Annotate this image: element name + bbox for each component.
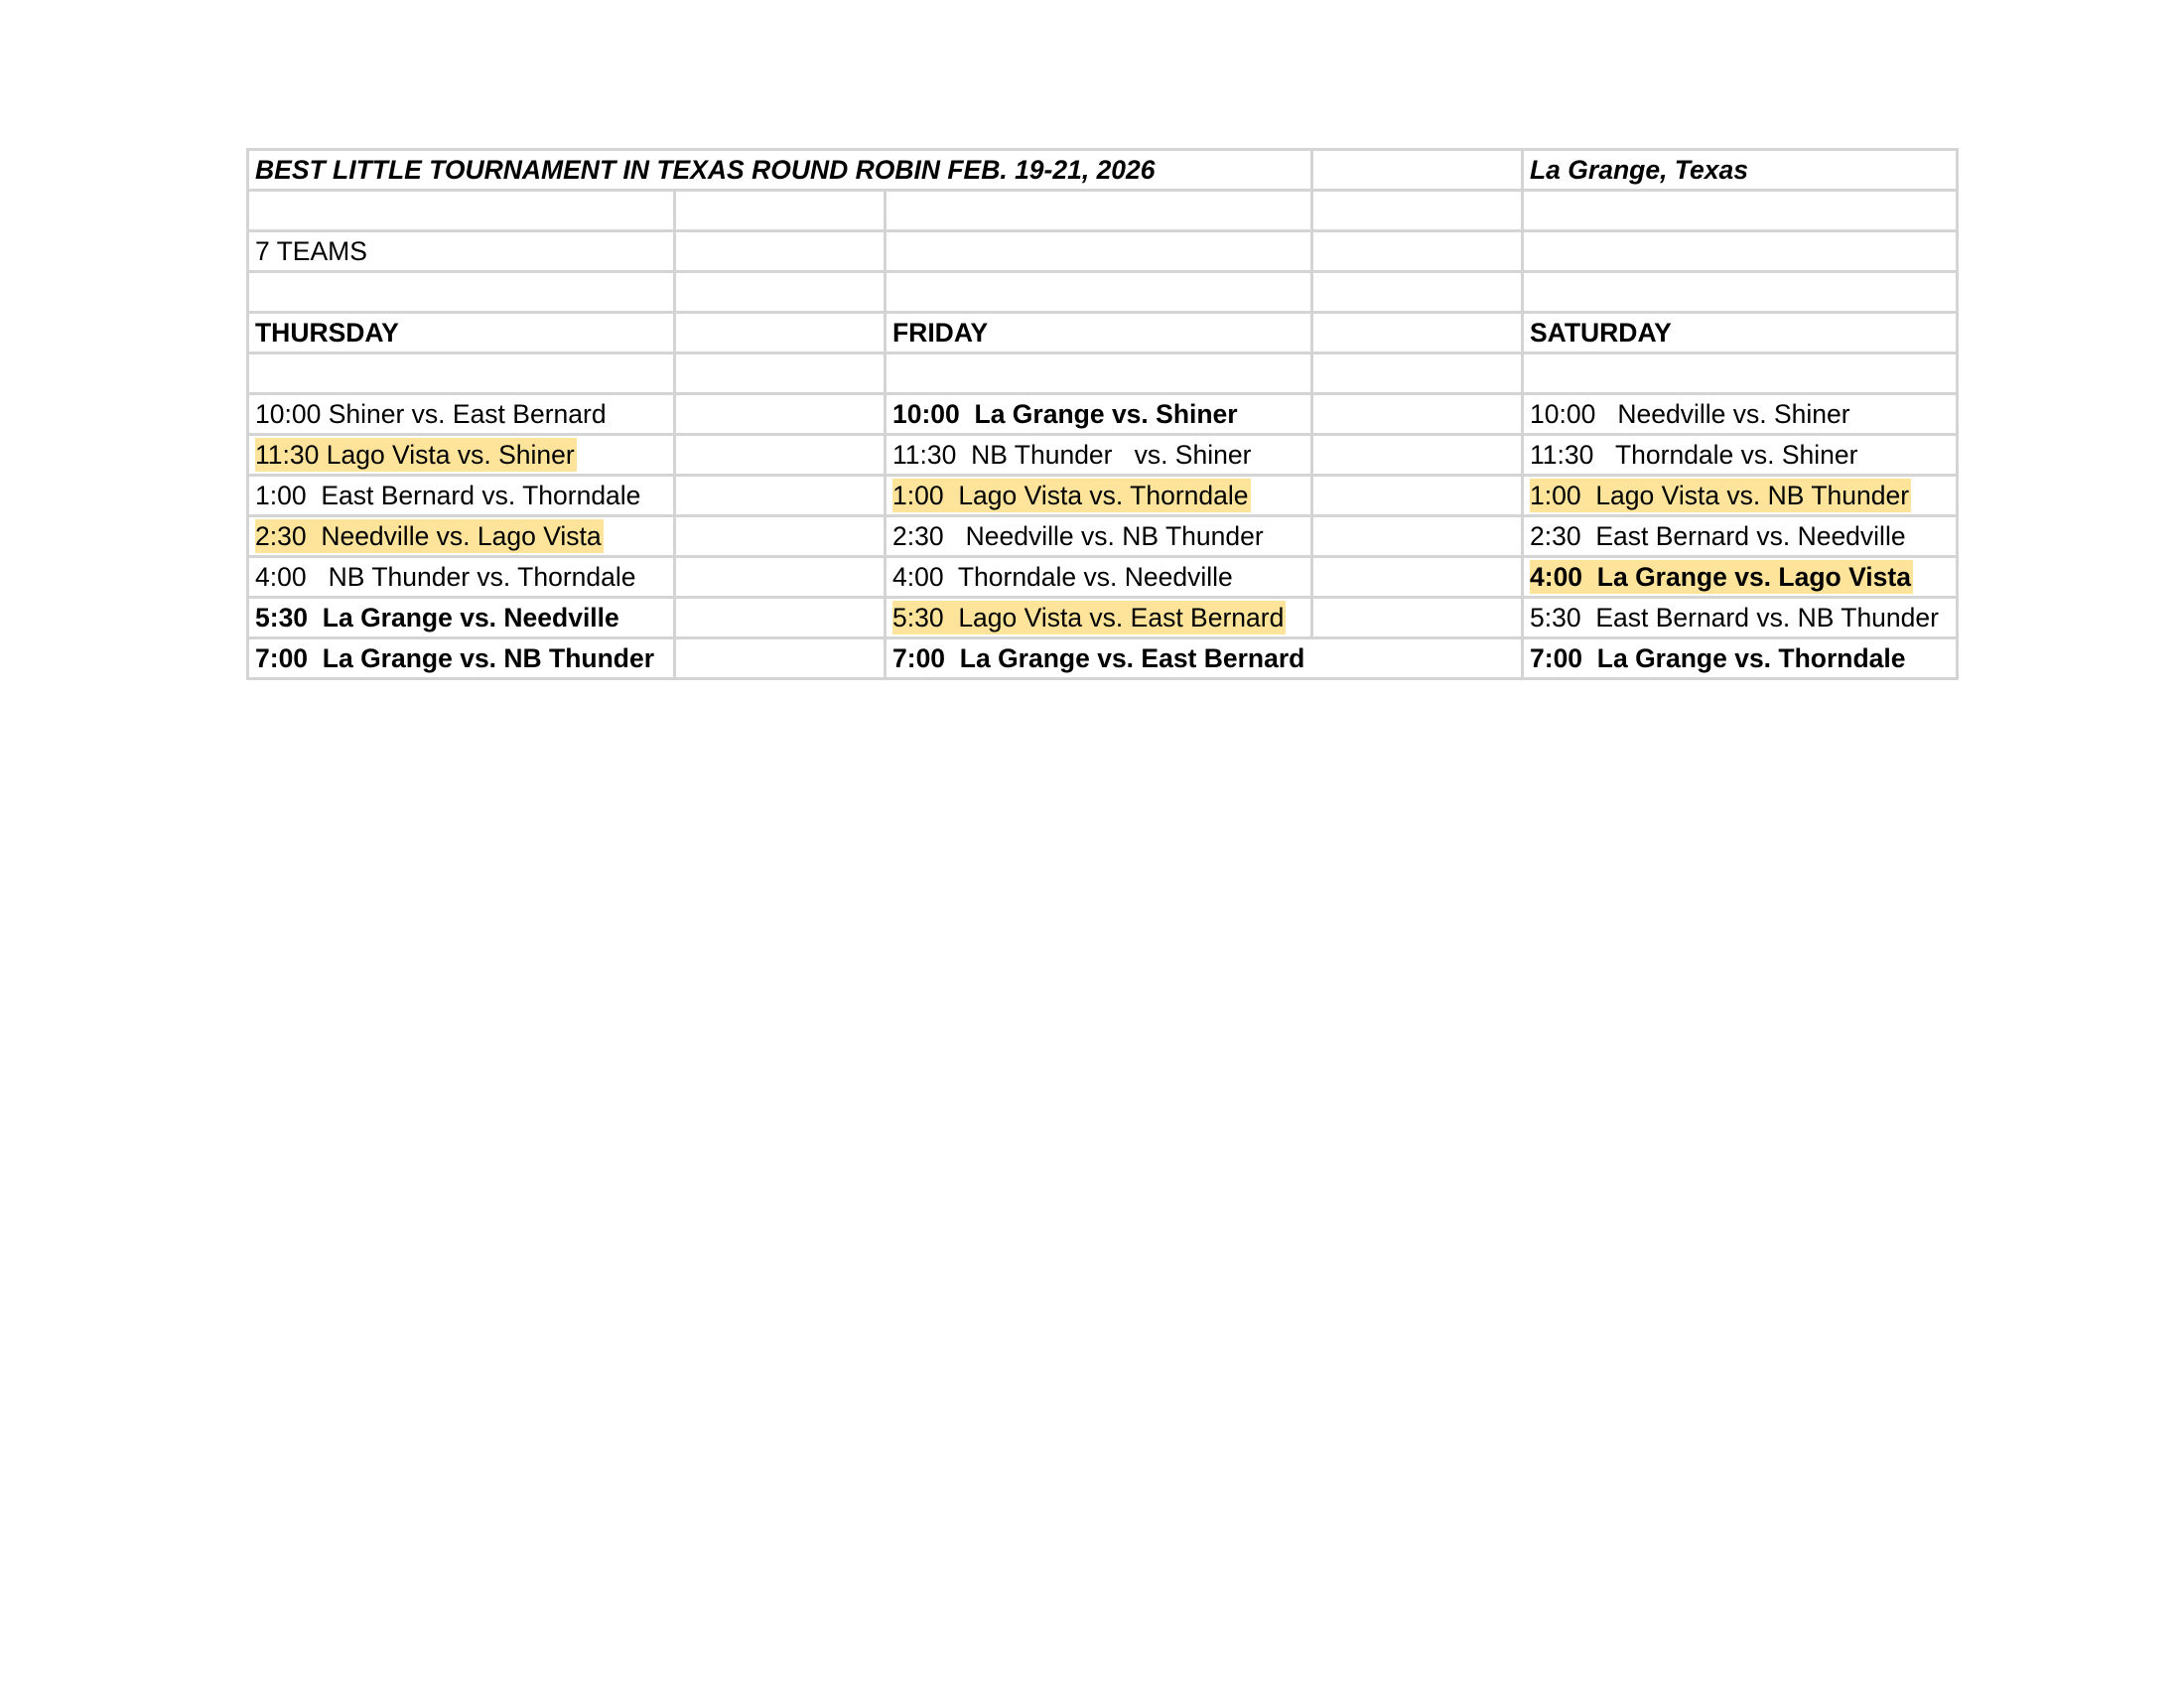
game-time: 10:00 (255, 399, 322, 429)
game-slot-saturday (1523, 476, 1958, 516)
game-row (248, 516, 1958, 557)
game-time: 5:30 (892, 603, 944, 633)
game-slot-thursday (248, 516, 675, 557)
game-time: 4:00 (1530, 562, 1583, 592)
game-slot-friday (886, 516, 1312, 557)
game-time: 7:00 (255, 643, 309, 673)
game-matchup: Needville vs. NB Thunder (965, 521, 1264, 551)
highlighted-game (1530, 560, 1913, 594)
game-matchup: Thorndale vs. Shiner (1614, 440, 1858, 470)
game-time: 4:00 (892, 562, 944, 592)
game-matchup: La Grange vs. NB Thunder (322, 643, 655, 673)
schedule-table (246, 148, 1959, 680)
teams-row (248, 231, 1958, 272)
game-row (248, 394, 1958, 435)
game-slot-saturday (1523, 435, 1958, 476)
game-time: 2:30 (892, 521, 944, 551)
highlighted-game (1530, 479, 1911, 512)
game-time: 2:30 (1530, 521, 1581, 551)
game-matchup: La Grange vs. Shiner (974, 399, 1238, 429)
game-matchup: La Grange vs. East Bernard (959, 643, 1305, 673)
game-slot-friday (886, 435, 1312, 476)
game-time: 1:00 (892, 481, 944, 510)
game-time: 7:00 (892, 643, 946, 673)
game-row (248, 638, 1958, 679)
game-matchup: NB Thunder vs. Thorndale (328, 562, 636, 592)
tournament-location: La Grange, Texas (1523, 150, 1958, 191)
game-matchup: Lago Vista vs. NB Thunder (1595, 481, 1910, 510)
day-header-friday: FRIDAY (886, 313, 1312, 353)
game-time: 7:00 (1530, 643, 1583, 673)
highlighted-game (892, 479, 1251, 512)
game-time: 1:00 (255, 481, 307, 510)
game-slot-saturday (1523, 516, 1958, 557)
game-matchup: Needville vs. Lago Vista (321, 521, 602, 551)
game-slot-saturday (1523, 638, 1958, 679)
game-row (248, 435, 1958, 476)
game-matchup: East Bernard vs. NB Thunder (1595, 603, 1939, 633)
game-matchup: Thorndale vs. Needville (957, 562, 1233, 592)
game-slot-saturday (1523, 394, 1958, 435)
game-matchup: Lago Vista vs. East Bernard (958, 603, 1285, 633)
game-row (248, 598, 1958, 638)
game-slot-thursday (248, 394, 675, 435)
day-header-row (248, 313, 1958, 353)
title-row (248, 150, 1958, 191)
game-slot-friday (886, 638, 1523, 679)
game-matchup: Shiner vs. East Bernard (328, 399, 607, 429)
game-matchup: La Grange vs. Thorndale (1596, 643, 1906, 673)
game-slot-thursday (248, 476, 675, 516)
highlighted-game (255, 519, 604, 553)
empty-cell (1312, 150, 1523, 191)
game-matchup: Needville vs. Shiner (1617, 399, 1850, 429)
game-time: 11:30 (892, 440, 957, 470)
game-slot-thursday (248, 638, 675, 679)
day-header-thursday: THURSDAY (248, 313, 675, 353)
spacer-row (248, 191, 1958, 231)
game-matchup: Lago Vista vs. Thorndale (958, 481, 1249, 510)
game-time: 5:30 (255, 603, 309, 633)
game-time: 2:30 (255, 521, 307, 551)
game-slot-thursday (248, 557, 675, 598)
game-time: 10:00 (892, 399, 960, 429)
game-time: 1:00 (1530, 481, 1581, 510)
teams-count: 7 TEAMS (248, 231, 675, 272)
game-slot-saturday (1523, 598, 1958, 638)
game-slot-friday (886, 557, 1312, 598)
game-slot-thursday (248, 435, 675, 476)
game-matchup: East Bernard vs. Needville (1595, 521, 1906, 551)
game-matchup: East Bernard vs. Thorndale (321, 481, 641, 510)
tournament-title: BEST LITTLE TOURNAMENT IN TEXAS ROUND ROBIN FEB. 19-21, 2026 (248, 150, 1312, 191)
game-row (248, 476, 1958, 516)
game-slot-saturday (1523, 557, 1958, 598)
game-matchup: La Grange vs. Needville (322, 603, 619, 633)
highlighted-game (892, 601, 1286, 634)
game-time: 10:00 (1530, 399, 1596, 429)
game-slot-friday (886, 394, 1312, 435)
day-header-saturday: SATURDAY (1523, 313, 1958, 353)
game-matchup: La Grange vs. Lago Vista (1596, 562, 1911, 592)
game-time: 11:30 (1530, 440, 1594, 470)
highlighted-game (255, 438, 577, 472)
game-time: 11:30 (255, 440, 320, 470)
game-time: 5:30 (1530, 603, 1581, 633)
game-slot-thursday (248, 598, 675, 638)
game-slot-friday (886, 476, 1312, 516)
game-matchup: Lago Vista vs. Shiner (326, 440, 575, 470)
game-row (248, 557, 1958, 598)
game-matchup: NB Thunder vs. Shiner (971, 440, 1252, 470)
game-time: 4:00 (255, 562, 307, 592)
spacer-row (248, 353, 1958, 394)
spacer-row (248, 272, 1958, 313)
game-slot-friday (886, 598, 1312, 638)
